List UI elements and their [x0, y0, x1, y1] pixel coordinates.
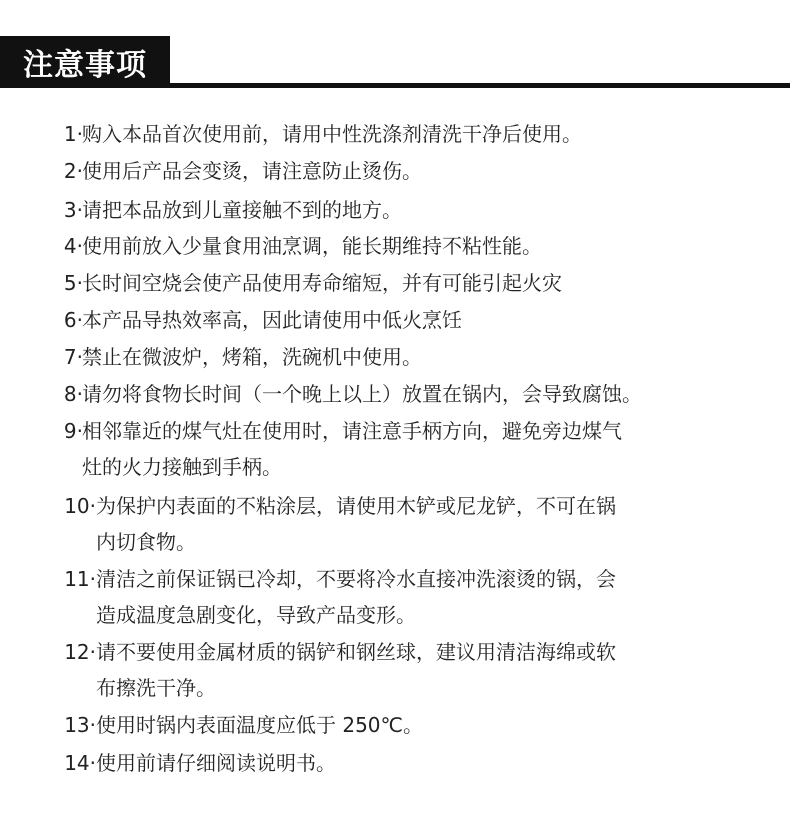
header-divider [0, 83, 790, 88]
item-text: 请不要使用金属材质的锅铲和钢丝球，建议用清洁海绵或软 [96, 640, 616, 664]
item-number: 6· [63, 308, 83, 332]
item-number: 8· [63, 382, 83, 406]
item-number: 1· [63, 122, 83, 146]
item-text: 使用时锅内表面温度应低于 250℃。 [96, 713, 423, 737]
item-number: 9· [63, 419, 83, 443]
item-number: 13· [64, 713, 96, 737]
item-number: 10· [64, 494, 96, 518]
item-text: 购入本品首次使用前，请用中性洗涤剂清洗干净后使用。 [82, 122, 582, 146]
item-number: 3· [63, 198, 83, 222]
item-text: 禁止在微波炉，烤箱，洗碗机中使用。 [82, 345, 422, 369]
item-text: 清洁之前保证锅已冷却，不要将冷水直接冲洗滚烫的锅，会 [96, 567, 616, 591]
item-text: 为保护内表面的不粘涂层，请使用木铲或尼龙铲，不可在锅 [96, 494, 616, 518]
item-text-continued: 布擦洗干净。 [96, 676, 216, 700]
section-title-text: 注意事项 [23, 48, 147, 83]
item-number: 7· [63, 345, 83, 369]
item-number: 4· [63, 234, 83, 258]
item-text-continued: 内切食物。 [96, 530, 196, 554]
item-text: 使用后产品会变烫，请注意防止烫伤。 [82, 159, 422, 183]
item-number: 14· [64, 751, 96, 775]
item-number: 5· [63, 271, 83, 295]
item-number: 12· [64, 640, 96, 664]
item-text: 本产品导热效率高，因此请使用中低火烹饪 [82, 308, 462, 332]
item-text-continued: 造成温度急剧变化，导致产品变形。 [96, 603, 416, 627]
section-title [0, 36, 170, 88]
item-text: 使用前放入少量食用油烹调，能长期维持不粘性能。 [82, 234, 542, 258]
item-text: 长时间空烧会使产品使用寿命缩短，并有可能引起火灾 [82, 271, 562, 295]
item-text: 请把本品放到儿童接触不到的地方。 [82, 198, 402, 222]
item-number: 2· [63, 159, 83, 183]
item-number: 11· [64, 567, 96, 591]
item-text-continued: 灶的火力接触到手柄。 [82, 455, 282, 479]
item-text: 请勿将食物长时间（一个晚上以上）放置在锅内，会导致腐蚀。 [82, 382, 642, 406]
item-text: 相邻靠近的煤气灶在使用时，请注意手柄方向，避免旁边煤气 [82, 419, 622, 443]
item-text: 使用前请仔细阅读说明书。 [96, 751, 336, 775]
